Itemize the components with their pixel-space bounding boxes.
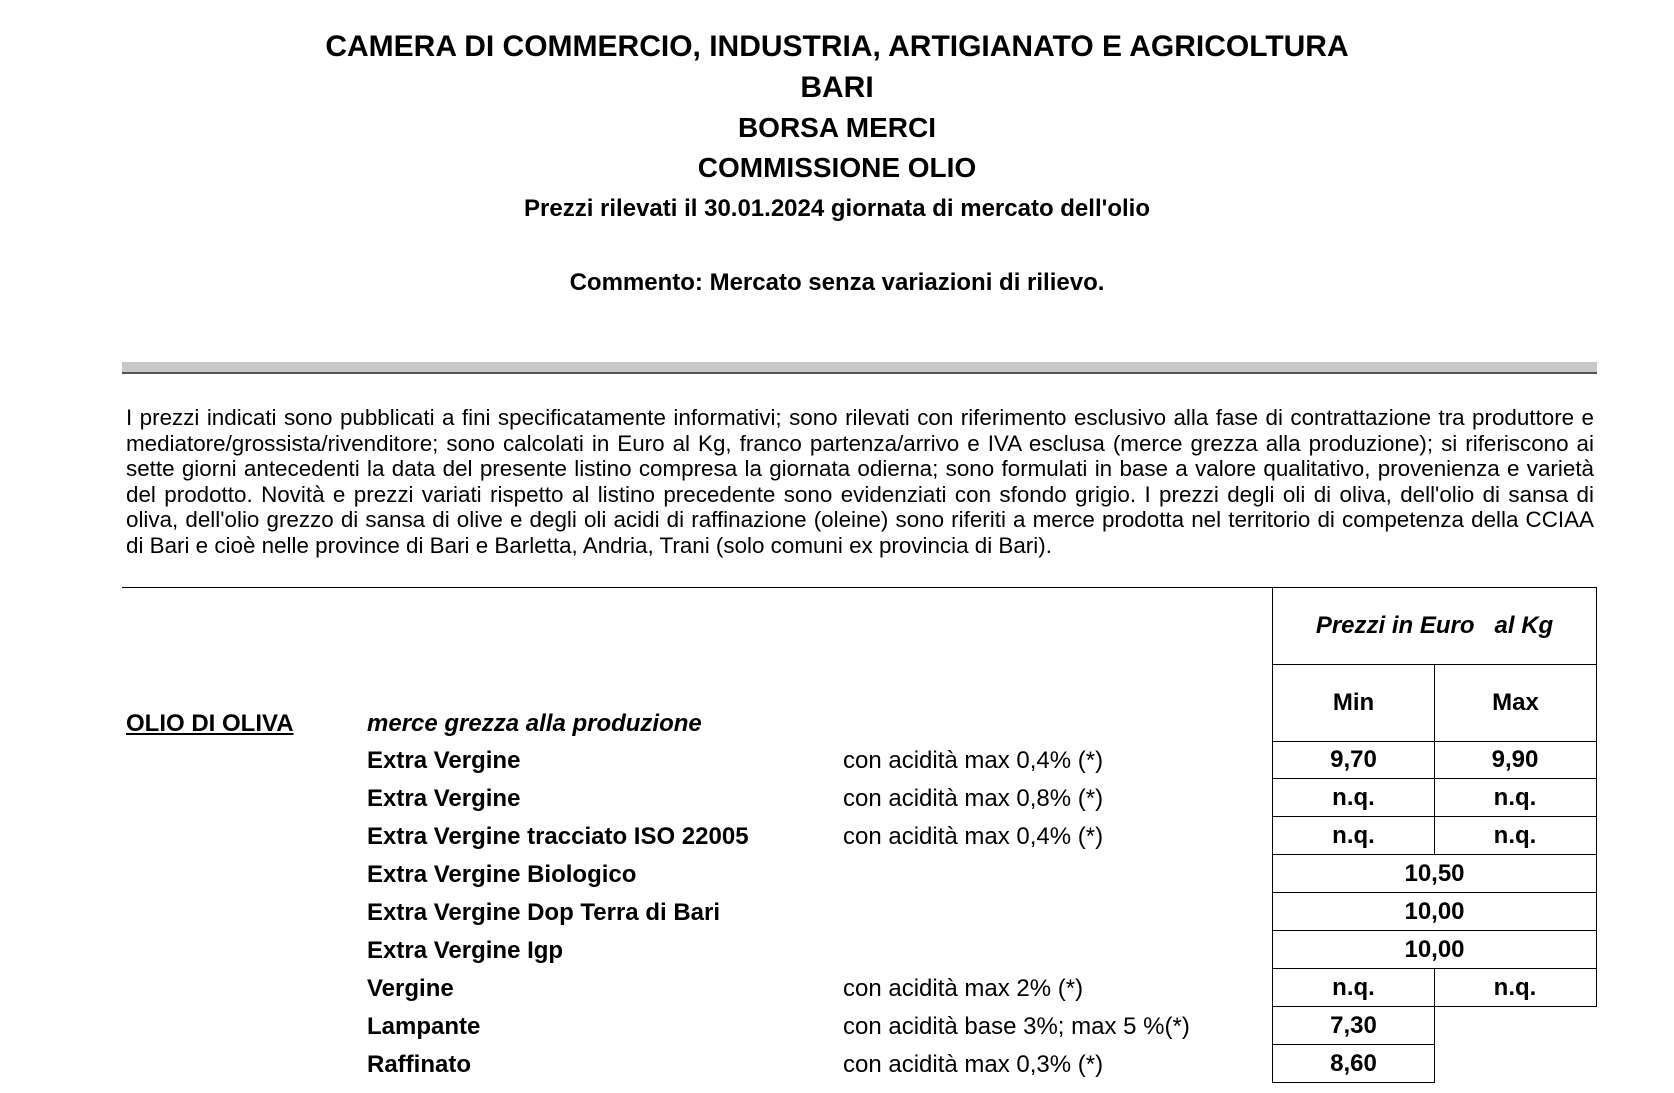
product-name: Extra Vergine [367, 747, 521, 774]
section-title: OLIO DI OLIVA [126, 710, 294, 737]
city-title: BARI [800, 71, 874, 104]
max-price: n.q. [1434, 779, 1597, 817]
price-row [0, 931, 1674, 969]
min-price: n.q. [1272, 969, 1435, 1007]
disclaimer-paragraph: I prezzi indicati sono pubblicati a fini specificatamente informativi; sono rilevati con riferimento esclusivo alla fase di contrattazione tra produttore e mediatore/grossista/rivenditore; sono calcolati in Euro al Kg, franco partenza/arrivo e IVA esclusa (merce grezza alla produzione); si riferiscono ai sette giorni antecedenti la data del presente listino compresa la giornata odierna; sono formulati in base a valore qualitativo, provenienza e varietà del prodotto. Novità e prezzi variati rispetto al listino precedente sono evidenziati con sfondo grigio. I prezzi degli oli di oliva, dell'olio di sansa di oliva, dell'olio grezzo di sansa di olive e degli oli acidi di raffinazione (oleine) sono riferiti a merce prodotta nel territorio di competenza della CCIAA di Bari e cioè nelle province di Bari e Barletta, Andria, Trani (solo comuni ex provincia di Bari). [126, 405, 1594, 558]
single-price: 10,00 [1272, 931, 1597, 969]
price-row [0, 1007, 1674, 1045]
product-name: Extra Vergine [367, 785, 521, 812]
product-spec: con acidità max 0,3% (*) [843, 1051, 1104, 1078]
single-price: 10,50 [1272, 855, 1597, 893]
price-row [0, 969, 1674, 1007]
min-price: 9,70 [1272, 741, 1435, 779]
exchange-title: BORSA MERCI [737, 112, 937, 143]
product-spec: con acidità max 0,4% (*) [843, 747, 1104, 774]
product-spec: con acidità max 0,8% (*) [843, 785, 1104, 812]
price-row [0, 741, 1674, 779]
product-name: Lampante [367, 1013, 481, 1040]
product-name: Vergine [367, 975, 454, 1002]
price-header: Prezzi in Euro al Kg [1272, 587, 1597, 665]
product-spec: con acidità base 3%; max 5 %(*) [843, 1013, 1190, 1040]
product-spec: con acidità max 2% (*) [843, 975, 1084, 1002]
product-name: Extra Vergine Dop Terra di Bari [367, 899, 721, 926]
min-price: n.q. [1272, 817, 1435, 855]
max-price: n.q. [1434, 817, 1597, 855]
price-row [0, 1045, 1674, 1083]
product-name: Extra Vergine Biologico [367, 861, 637, 888]
section-subtitle: merce grezza alla produzione [367, 710, 702, 737]
market-comment: Commento: Mercato senza variazioni di rilievo. [569, 269, 1105, 296]
single-price: 10,00 [1272, 893, 1597, 931]
product-name: Extra Vergine Igp [367, 937, 564, 964]
min-price: n.q. [1272, 779, 1435, 817]
product-name: Extra Vergine tracciato ISO 22005 [367, 823, 749, 850]
product-name: Raffinato [367, 1051, 471, 1078]
commission-title: COMMISSIONE OLIO [697, 152, 977, 183]
min-price: 8,60 [1272, 1045, 1435, 1083]
price-row [0, 893, 1674, 931]
min-header: Min [1272, 664, 1435, 742]
max-price: 9,90 [1434, 741, 1597, 779]
chamber-title: CAMERA DI COMMERCIO, INDUSTRIA, ARTIGIANATO E AGRICOLTURA [325, 30, 1349, 63]
max-header: Max [1434, 664, 1597, 742]
section-divider [122, 362, 1597, 374]
price-row [0, 855, 1674, 893]
min-price: 7,30 [1272, 1007, 1435, 1045]
max-price: n.q. [1434, 969, 1597, 1007]
date-line: Prezzi rilevati il 30.01.2024 giornata di mercato dell'olio [524, 195, 1150, 222]
price-row [0, 817, 1674, 855]
price-row [0, 779, 1674, 817]
product-spec: con acidità max 0,4% (*) [843, 823, 1104, 850]
